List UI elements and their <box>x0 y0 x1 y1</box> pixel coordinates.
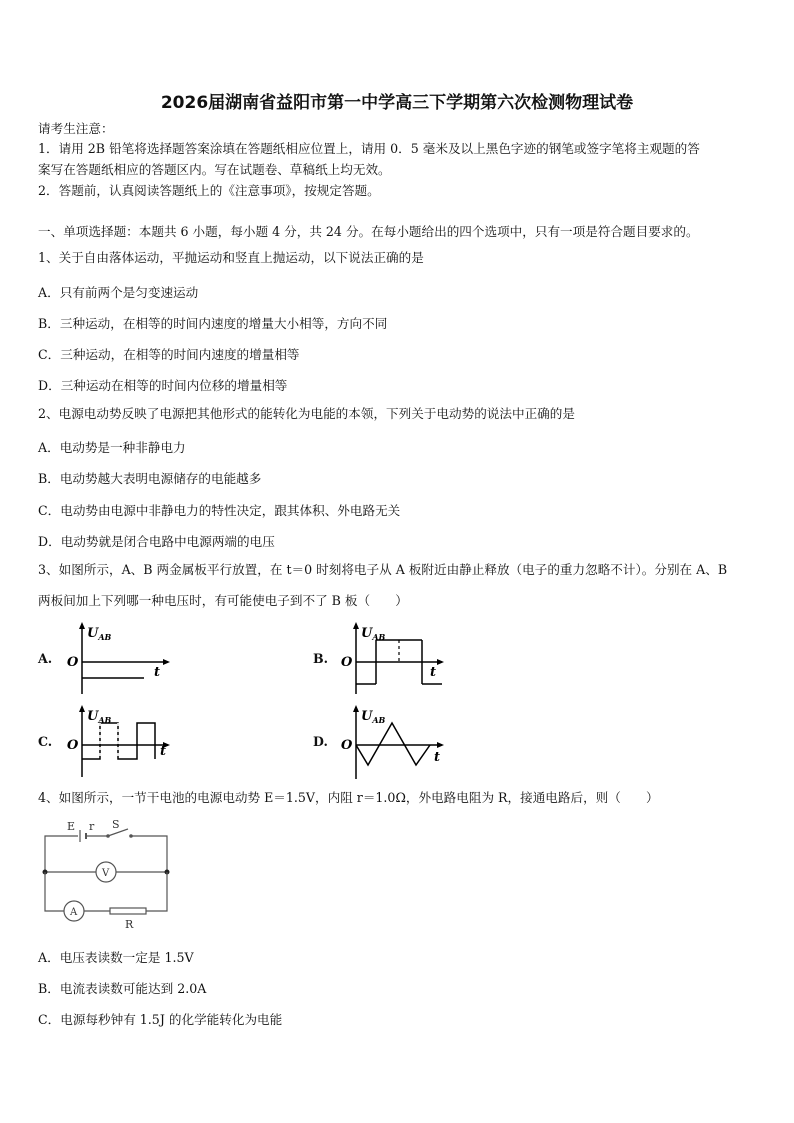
section-heading: 一、单项选择题：本题共 6 小题，每小题 4 分，共 24 分。在每小题给出的四个选项中，只有一项是符合题目要求的。 <box>38 224 699 239</box>
notice-item-2: 2．答题前，认真阅读答题纸上的《注意事项》，按规定答题。 <box>38 183 380 198</box>
notice-item-1: 1．请用 2B 铅笔将选择题答案涂填在答题纸相应位置上，请用 0．5 毫米及以上黑色字迹的钢笔或签字笔将主观题的答 <box>38 141 700 156</box>
voltmeter-icon: V <box>102 868 110 879</box>
question-1-option-a: A．只有前两个是匀变速运动 <box>38 285 199 300</box>
graph-a-y-label: $U_{AB}$ <box>87 626 112 642</box>
graph-d-origin: O <box>341 738 353 753</box>
circuit-label-e: E <box>67 820 76 833</box>
question-2-option-c: C．电动势由电源中非静电力的特性决定，跟其体积、外电路无关 <box>38 503 401 518</box>
graph-a-label: A. <box>38 651 53 666</box>
question-1-stem: 1、关于自由落体运动，平抛运动和竖直上抛运动，以下说法正确的是 <box>38 250 424 265</box>
graph-b <box>334 620 454 700</box>
question-3-stem-line2: 两板间加上下列哪一种电压时，有可能使电子到不了 B 板（ ） <box>38 593 408 608</box>
graph-d <box>334 703 454 783</box>
question-4-option-a: A．电压表读数一定是 1.5V <box>38 950 194 965</box>
graph-a-x-label: t <box>154 665 161 680</box>
graph-a-origin: O <box>67 655 79 670</box>
notice-item-1-cont: 案写在答题纸相应的答题区内。写在试题卷、草稿纸上均无效。 <box>38 162 391 177</box>
graph-d-label: D. <box>313 734 328 749</box>
question-2-option-b: B．电动势越大表明电源储存的电能越多 <box>38 471 262 486</box>
graph-c <box>60 703 180 783</box>
graph-c-y-label: $U_{AB}$ <box>87 709 112 725</box>
graph-d-y-label: $U_{AB}$ <box>361 709 386 725</box>
graph-c-origin: O <box>67 738 79 753</box>
circuit-diagram <box>40 820 180 930</box>
question-4-option-b: B．电流表读数可能达到 2.0A <box>38 981 207 996</box>
circuit-label-r: r <box>89 820 95 833</box>
graph-b-x-label: t <box>430 665 437 680</box>
graph-b-y-label: $U_{AB}$ <box>361 626 386 642</box>
question-2-stem: 2、电源电动势反映了电源把其他形式的能转化为电能的本领，下列关于电动势的说法中正确的是 <box>38 406 575 421</box>
graph-c-x-label: t <box>160 744 167 759</box>
question-4-stem: 4、如图所示，一节干电池的电源电动势 E＝1.5V，内阻 r＝1.0Ω，外电路电阻为 R，接通电路后，则（ ） <box>38 790 659 805</box>
notice-heading: 请考生注意： <box>38 121 114 136</box>
question-3-stem-line1: 3、如图所示，A、B 两金属板平行放置，在 t＝0 时刻将电子从 A 板附近由静止释放（电子的重力忽略不计）。分别在 A、B <box>38 562 728 577</box>
graph-b-origin: O <box>341 655 353 670</box>
question-2-option-a: A．电动势是一种非静电力 <box>38 440 186 455</box>
circuit-label-s: S <box>112 818 120 831</box>
question-4-option-c: C．电源每秒钟有 1.5J 的化学能转化为电能 <box>38 1012 283 1027</box>
ammeter-icon: A <box>70 907 78 918</box>
graph-c-label: C. <box>38 734 53 749</box>
page-title: 2026届湖南省益阳市第一中学高三下学期第六次检测物理试卷 <box>160 93 634 113</box>
circuit-label-resistor: R <box>125 918 134 931</box>
graph-a <box>60 620 180 700</box>
question-2-option-d: D．电动势就是闭合电路中电源两端的电压 <box>38 534 275 549</box>
graph-b-label: B. <box>313 651 329 666</box>
question-1-option-b: B．三种运动，在相等的时间内速度的增量大小相等，方向不同 <box>38 316 388 331</box>
question-1-option-d: D．三种运动在相等的时间内位移的增量相等 <box>38 378 288 393</box>
question-1-option-c: C．三种运动，在相等的时间内速度的增量相等 <box>38 347 300 362</box>
graph-d-x-label: t <box>434 750 441 765</box>
